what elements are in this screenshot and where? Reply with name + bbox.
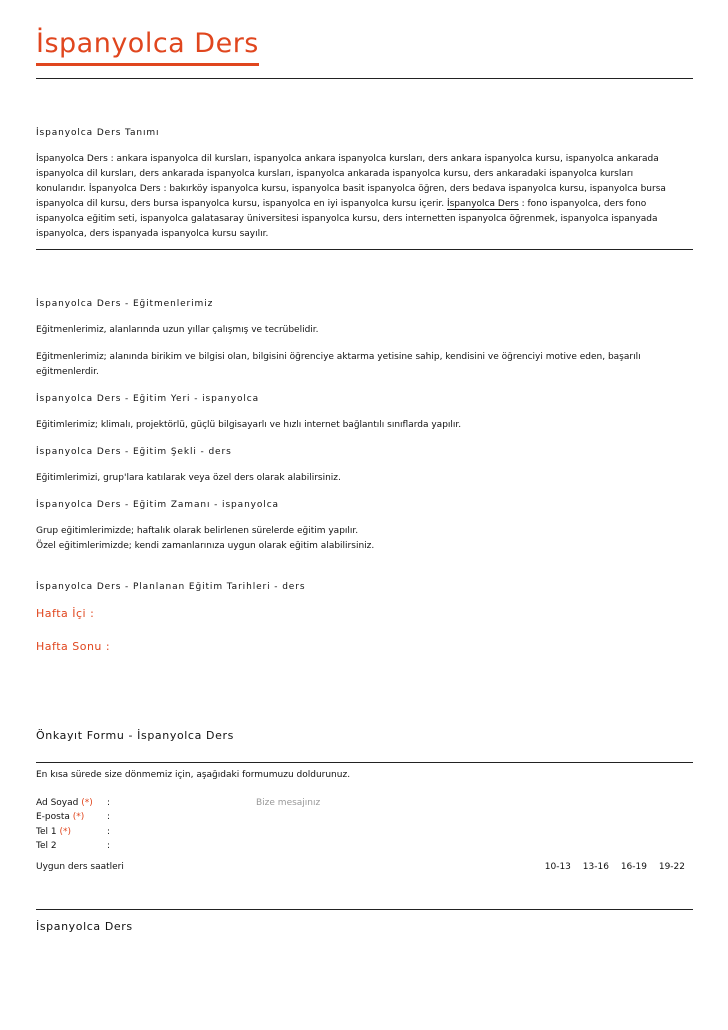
definition-line-text: ispanyolca dil kursu, ders bursa ispanyolca kursu, ispanyolca en iyi ispanyolca kursu içerir. bbox=[36, 199, 447, 209]
definition-line bbox=[36, 197, 696, 212]
email-label bbox=[36, 810, 84, 824]
place-heading: İspanyolca Ders - Eğitim Yeri - ispanyolca bbox=[36, 394, 260, 404]
time-line: Grup eğitimlerimizde; haftalık olarak belirlenen sürelerde eğitim yapılır. bbox=[36, 526, 359, 536]
definition-text bbox=[36, 152, 696, 242]
tel2-colon: : bbox=[107, 841, 111, 851]
weekend-label: Hafta Sonu : bbox=[36, 640, 111, 653]
definition-line: İspanyolca Ders : ankara ispanyolca dil kursları, ispanyolca ankara ispanyolca kursları, ders ankara ispanyolca kursu, ispanyolca ankarada bbox=[36, 154, 659, 164]
time-heading: İspanyolca Ders - Eğitim Zamanı - ispanyolca bbox=[36, 500, 279, 510]
ispanyolca-ders-link[interactable]: İspanyolca Ders bbox=[446, 199, 519, 209]
format-text: Eğitimlerimizi, grup'lara katılarak veya özel ders olarak alabilirsiniz. bbox=[36, 473, 341, 483]
footer-divider bbox=[36, 909, 693, 910]
definition-line: ispanyolca, ders ispanyada ispanyolca kursu sayılır. bbox=[36, 229, 269, 239]
tel2-input[interactable] bbox=[118, 839, 238, 853]
place-text: Eğitimlerimiz; klimalı, projektörlü, güçlü bilgisayarlı ve hızlı internet bağlantılı sınıflarda yapılır. bbox=[36, 420, 462, 430]
instructors-paragraph bbox=[36, 350, 696, 380]
definition-line: ispanyolca dil kursları, ders ankarada ispanyolca kursları, ispanyolca ankarada ispanyolca kursu, ders ankaradaki ispanyolca kursları bbox=[36, 169, 634, 179]
tel1-label-text: Tel 1 bbox=[36, 827, 57, 837]
format-heading: İspanyolca Ders - Eğitim Şekli - ders bbox=[36, 447, 232, 457]
email-input[interactable] bbox=[118, 810, 238, 824]
hours-option[interactable]: 13-16 bbox=[582, 862, 609, 872]
required-marker: (*) bbox=[81, 798, 93, 808]
time-text bbox=[36, 524, 374, 554]
form-divider bbox=[36, 762, 693, 763]
definition-line-text: : fono ispanyolca, ders fono bbox=[518, 199, 647, 209]
name-colon: : bbox=[107, 798, 111, 808]
instructors-line: Eğitmenlerimiz; alanında birikim ve bilgisi olan, bilgisini öğrenciye aktarma yetisine sahip, kendisini ve öğrenciyi motive eden, başarılı bbox=[36, 352, 641, 362]
hours-label: Uygun ders saatleri bbox=[36, 862, 124, 872]
weekday-label: Hafta İçi : bbox=[36, 607, 95, 620]
instructors-paragraph: Eğitmenlerimiz, alanlarında uzun yıllar çalışmış ve tecrübelidir. bbox=[36, 325, 319, 335]
definition-heading: İspanyolca Ders Tanımı bbox=[36, 128, 160, 138]
page-title: İspanyolca Ders bbox=[36, 26, 259, 66]
hours-option[interactable]: 10-13 bbox=[544, 862, 571, 872]
tel1-input[interactable] bbox=[118, 825, 238, 839]
hours-option[interactable]: 16-19 bbox=[620, 862, 647, 872]
section-divider bbox=[36, 249, 693, 250]
tel1-colon: : bbox=[107, 827, 111, 837]
time-line: Özel eğitimlerimizde; kendi zamanlarınıza uygun olarak eğitim alabilirsiniz. bbox=[36, 541, 375, 551]
instructors-heading: İspanyolca Ders - Eğitmenlerimiz bbox=[36, 299, 214, 309]
form-title: Önkayıt Formu - İspanyolca Ders bbox=[36, 729, 234, 742]
header-divider bbox=[36, 78, 693, 79]
definition-line: ispanyolca eğitim seti, ispanyolca galatasaray üniversitesi ispanyolca kursu, ders internetten ispanyolca öğrenmek, ispanyolca ispanyada bbox=[36, 214, 658, 224]
email-colon: : bbox=[107, 812, 111, 822]
name-input[interactable] bbox=[118, 796, 238, 810]
message-textarea[interactable]: Bize mesajınız bbox=[256, 798, 321, 808]
form-intro: En kısa sürede size dönmemiz için, aşağıdaki formumuzu doldurunuz. bbox=[36, 770, 351, 780]
tel2-label: Tel 2 bbox=[36, 841, 57, 851]
required-marker: (*) bbox=[72, 812, 85, 822]
schedule-heading: İspanyolca Ders - Planlanan Eğitim Tarihleri - ders bbox=[36, 582, 306, 592]
required-marker: (*) bbox=[59, 827, 71, 837]
tel1-label bbox=[36, 825, 71, 839]
footer-title: İspanyolca Ders bbox=[36, 920, 133, 933]
name-label-text: Ad Soyad bbox=[36, 798, 79, 808]
hours-option[interactable]: 19-22 bbox=[658, 862, 685, 872]
email-label-text: E-posta bbox=[36, 812, 70, 822]
name-label bbox=[36, 796, 93, 810]
definition-line: konularıdır. İspanyolca Ders : bakırköy ispanyolca kursu, ispanyolca basit ispanyolca öğren, ders bedava ispanyolca kursu, ispanyolca bursa bbox=[36, 184, 666, 194]
instructors-line: eğitmenlerdir. bbox=[36, 367, 99, 377]
hours-options bbox=[536, 860, 685, 874]
